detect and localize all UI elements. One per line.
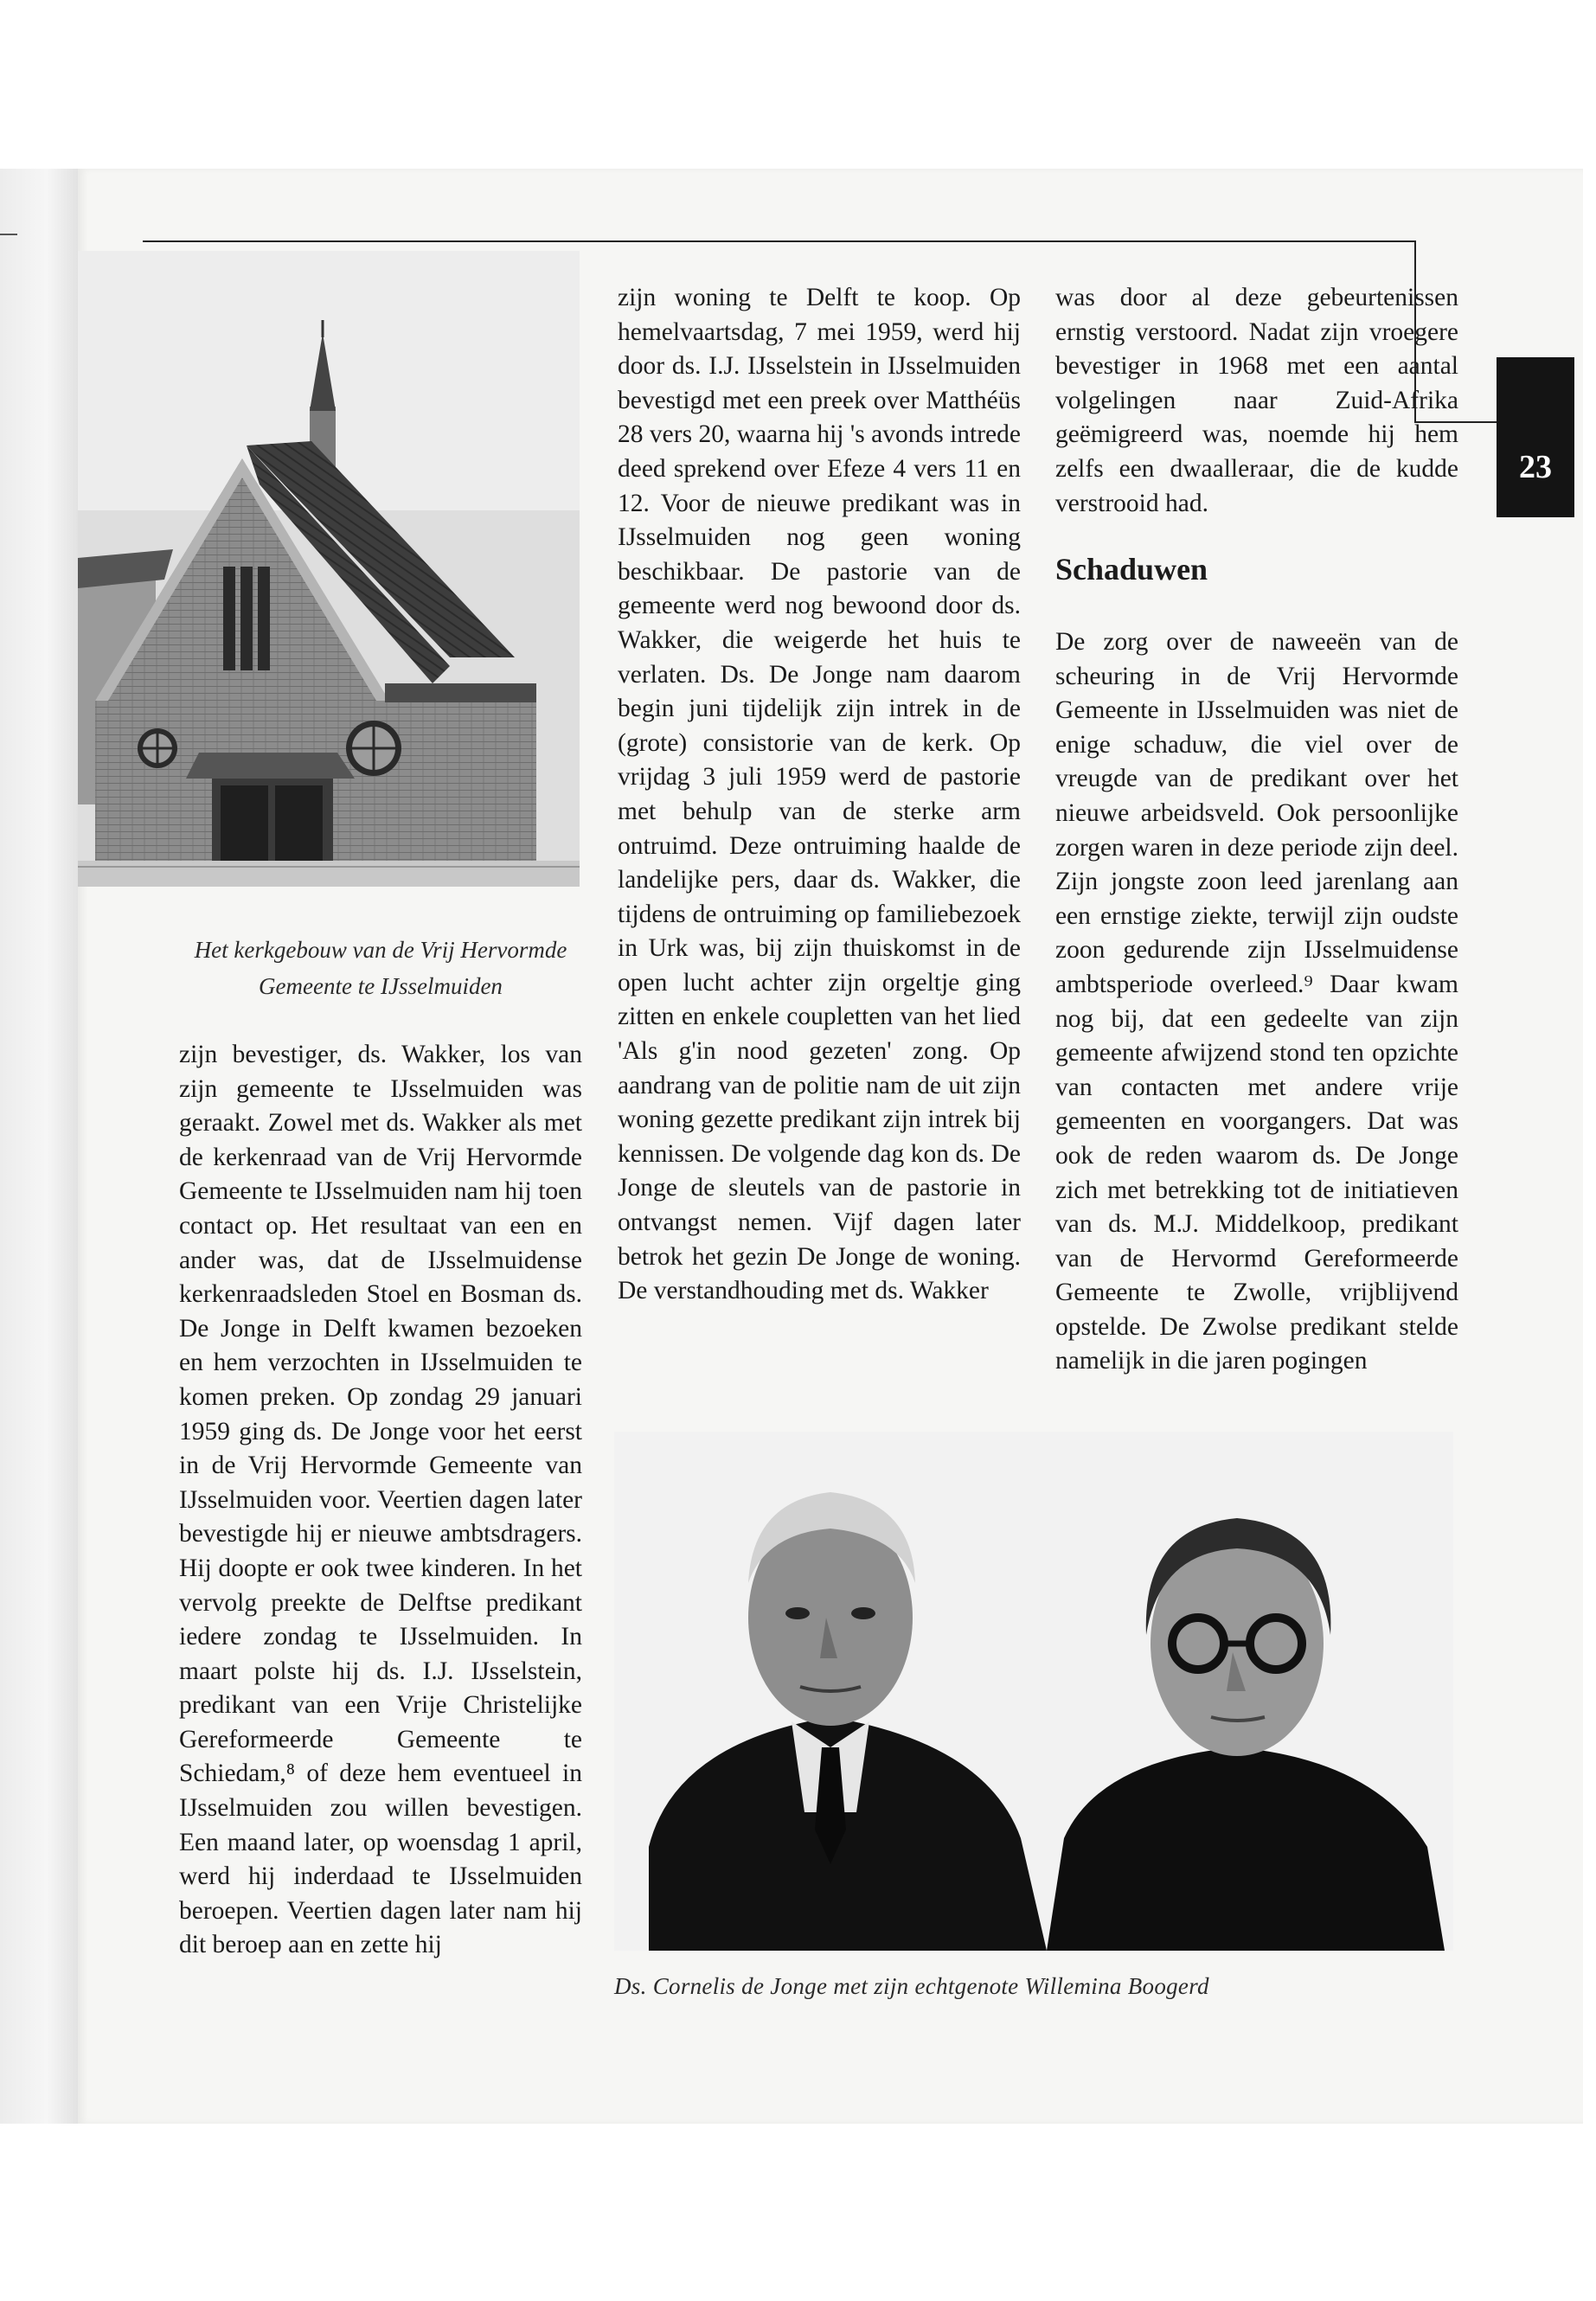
section-heading: Schaduwen (1055, 552, 1208, 586)
paragraph: De zorg over de naweeën van de scheuring in de Vrij Hervormde Gemeente in IJsselmuiden was niet de enige schaduw, die viel over de vreugde van de predikant over het nieuwe arbeidsveld. Ook persoonlijke zorgen waren in deze periode zijn deel. Zijn jongste zoon leed jarenlang aan een ernstige ziekte, terwijl zijn oudste zoon gedurende zijn IJsselmuidense ambtsperiode overleed.⁹ Daar kwam nog bij, dat een gedeelte van zijn gemeente afwijzend stond ten opzichte van contacten met andere vrije gemeenten en voorgangers. Dat was ook de reden waarom ds. De Jonge zich met betrekking tot de initiatieven van ds. M.J. Middelkoop, predikant van de Hervormd Gereformeerde Gemeente te Zwolle, vrijblijvend opstelde. De Zwolse predikant stelde namelijk in die jaren pogingen (1055, 628, 1458, 1375)
binding-gutter (0, 169, 78, 2124)
text-column-middle (618, 281, 1021, 1309)
text-column-right-bottom (1055, 625, 1458, 1379)
page-number-tab (1497, 357, 1574, 517)
text-column-right-top (1055, 281, 1458, 521)
paragraph: was door al deze gebeurtenissen ernstig verstoord. Nadat zijn vroegere bevestiger in 1968 met een aantal volgelingen naar Zuid-Afrika geëmigreerd was, noemde hij hem zelfs een dwaalleraar, die de kudde verstrooid had. (1055, 284, 1458, 517)
page-number: 23 (1519, 449, 1552, 485)
portrait-photo-caption: Ds. Cornelis de Jonge met zijn echtgenote Willemina Boogerd (614, 1973, 1209, 1999)
facing-page-rule (0, 234, 17, 235)
church-photo-caption: Het kerkgebouw van de Vrij Hervormde Gemeente te IJsselmuiden (194, 937, 567, 999)
paragraph: zijn bevestiger, ds. Wakker, los van zijn gemeente te IJsselmuiden was geraakt. Zowel met ds. Wakker als met de kerkenraad van de Vrij Hervormde Gemeente te IJsselmuiden nam hij toen contact op. Het resultaat van een en ander was, dat de IJsselmuidense kerkenraadsleden Stoel en Bosman ds. De Jonge in Delft kwamen bezoeken en hem verzochten in IJsselmuiden te komen preken. Op zondag 29 januari 1959 ging ds. De Jonge voor het eerst in de Vrij Hervormde Gemeente van IJsselmuiden voor. Veertien dagen later bevestigde hij er nieuwe ambtsdragers. Hij doopte er ook twee kinderen. In het vervolg preekte de Delftse predikant iedere zondag te IJsselmuiden. In maart polste hij ds. I.J. IJsselstein, predikant van een Vrije Christelijke Gereformeerde Gemeente te Schiedam,⁸ of deze hem eventueel in IJsselmuiden zou willen bevestigen. Een maand later, op woensdag 1 april, werd hij inderdaad te IJsselmuiden beroepen. Veertien dagen later nam hij dit beroep aan en zette hij (179, 1041, 582, 1959)
portrait-photo (614, 1432, 1453, 1951)
text-column-left (179, 1038, 582, 1963)
magazine-page (78, 169, 1583, 2124)
paragraph: zijn woning te Delft te koop. Op hemelvaartsdag, 7 mei 1959, werd hij door ds. I.J. IJsselstein in IJsselmuiden bevestigd met een preek over Matthéüs 28 vers 20, waarna hij 's avonds intrede deed sprekend over Efeze 4 vers 11 en 12. Voor de nieuwe predikant was in IJsselmuiden nog geen woning beschikbaar. De pastorie van de gemeente werd nog bewoond door ds. Wakker, die weigerde het huis te verlaten. Ds. De Jonge nam daarom begin juni tijdelijk zijn intrek in de (grote) consistorie van de kerk. Op vrijdag 3 juli 1959 werd de pastorie met behulp van de sterke arm ontruimd. Deze ontruiming haalde de landelijke pers, daar ds. Wakker, die tijdens de ontruiming op familiebezoek in Urk was, bij zijn thuiskomst in de open lucht achter zijn orgeltje ging zitten en enkele coupletten van het lied 'Als g'in nood gezeten' zong. Op aandrang van de politie nam de uit zijn woning gezette predikant zijn intrek bij kennissen. De volgende dag kon ds. De Jonge de sleutels van de pastorie in ontvangst nemen. Vijf dagen later betrok het gezin De Jonge de woning. De verstandhouding met ds. Wakker (618, 284, 1021, 1305)
church-photo (78, 251, 580, 887)
top-rule (143, 240, 1414, 242)
